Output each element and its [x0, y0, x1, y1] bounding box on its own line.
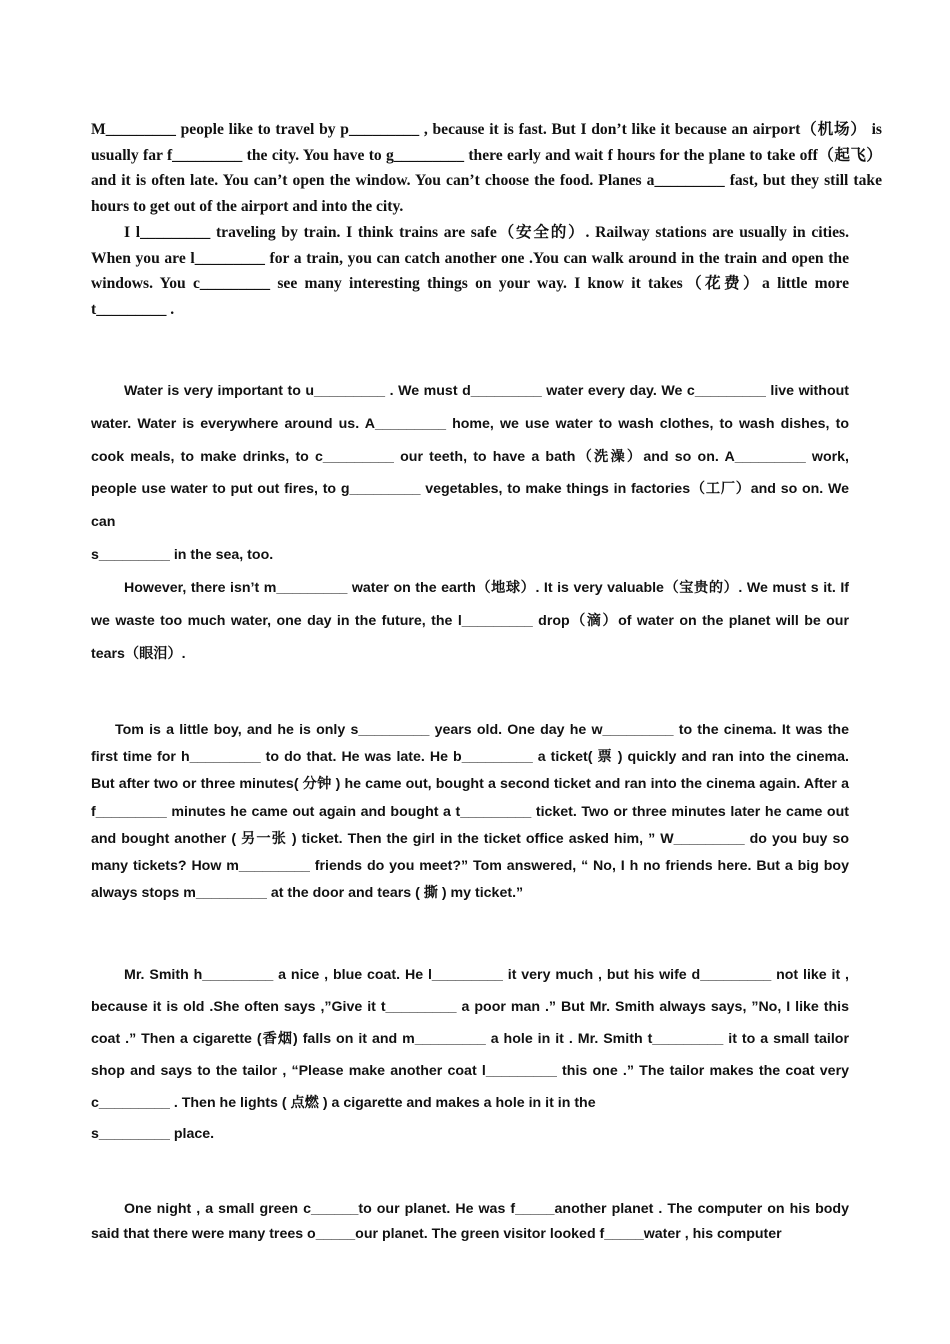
passage-travel-p1 — [91, 117, 882, 219]
passage-travel-p1-text: M_________ people like to travel by p_________ , because it is fast. But I don’t like it because an airport（机场） is usually far f_________ the city. You have to g_________ there early and wait f hours for the plane to take off（起飞） and it is often late. You can’t open the window. You can’t choose the food. Planes a_________ fast, but they still take hours to get out of the airport and into the city. — [91, 121, 882, 215]
passage-travel-p2-text: I l_________ traveling by train. I think trains are safe（安全的）. Railway stations are usually in cities. When you are l_________ for a train, you can catch another one .You can walk around in the train and open the windows. You c_________ see many interesting things on your way. I know it takes（花费）a little more t_________ . — [91, 224, 849, 318]
passage-tom — [91, 717, 849, 907]
passage-smith-p1-text: Mr. Smith h_________ a nice , blue coat. He l_________ it very much , but his wife d_________ not like it , because it is old .She often says ,”Give it t_________ a poor man .” But Mr. Smith always says, ”No, I like this coat .” Then a cigarette (香烟) falls on it and m_________ a hole in it . Mr. Smith t_________ it to a small tailor shop and says to the tailor , “Please make another coat l_________ this one .” The tailor makes the coat very c_________ . Then he lights ( 点燃 ) a cigarette and makes a hole in it in the — [91, 967, 849, 1111]
passage-tom-text: Tom is a little boy, and he is only s_________ years old. One day he w_________ to the cinema. It was the first time for h_________ to do that. He was late. He b_________ a ticket( 票 ) quickly and ran into the cinema. But after two or three minutes( 分钟 ) he came out, bought a second ticket and ran into the cinema again. After a f_________ minutes he came out again and bought a t_________ ticket. Two or three minutes later he came out and bought another ( 另一张 ) ticket. Then the girl in the ticket office asked him, ” W_________ do you buy so many tickets? How m_________ friends do you meet?” Tom answered, “ No, I h no friends here. But a big boy always stops m_________ at the door and tears ( 撕 ) my ticket.” — [91, 722, 849, 902]
passage-smith-p2 — [91, 1118, 849, 1150]
passage-water-p3-text: However, there isn’t m_________ water on the earth（地球）. It is very valuable（宝贵的）. We must s it. If we waste too much water, one day in the future, the l_________ drop（滴）of water on the planet will be our tears（眼泪）. — [91, 580, 849, 662]
passage-visitor — [91, 1197, 849, 1246]
passage-water-p3 — [91, 572, 849, 670]
passage-water-p2 — [91, 539, 849, 572]
passage-water-p1-text: Water is very important to u_________ . We must d_________ water every day. We c_________ live without water. Water is everywhere around us. A_________ home, we use water to wash clothes, to wash dishes, to cook meals, to make drinks, to c_________ our teeth, to have a bath（洗澡）and so on. A_________ work, people use water to put out fires, to g_________ vegetables, to make things in factories（工厂）and so on. We can — [91, 383, 849, 531]
passage-water-p2-text: s_________ in the sea, too. — [91, 547, 274, 563]
passage-visitor-text: One night , a small green c______to our planet. He was f_____another planet . The computer on his body said that there were many trees o_____our planet. The green visitor looked f_____water , his computer — [91, 1201, 849, 1242]
passage-smith-p1 — [91, 959, 849, 1119]
passage-travel-p2 — [91, 220, 849, 322]
passage-water-p1 — [91, 375, 849, 539]
passage-smith-p2-text: s_________ place. — [91, 1126, 215, 1142]
